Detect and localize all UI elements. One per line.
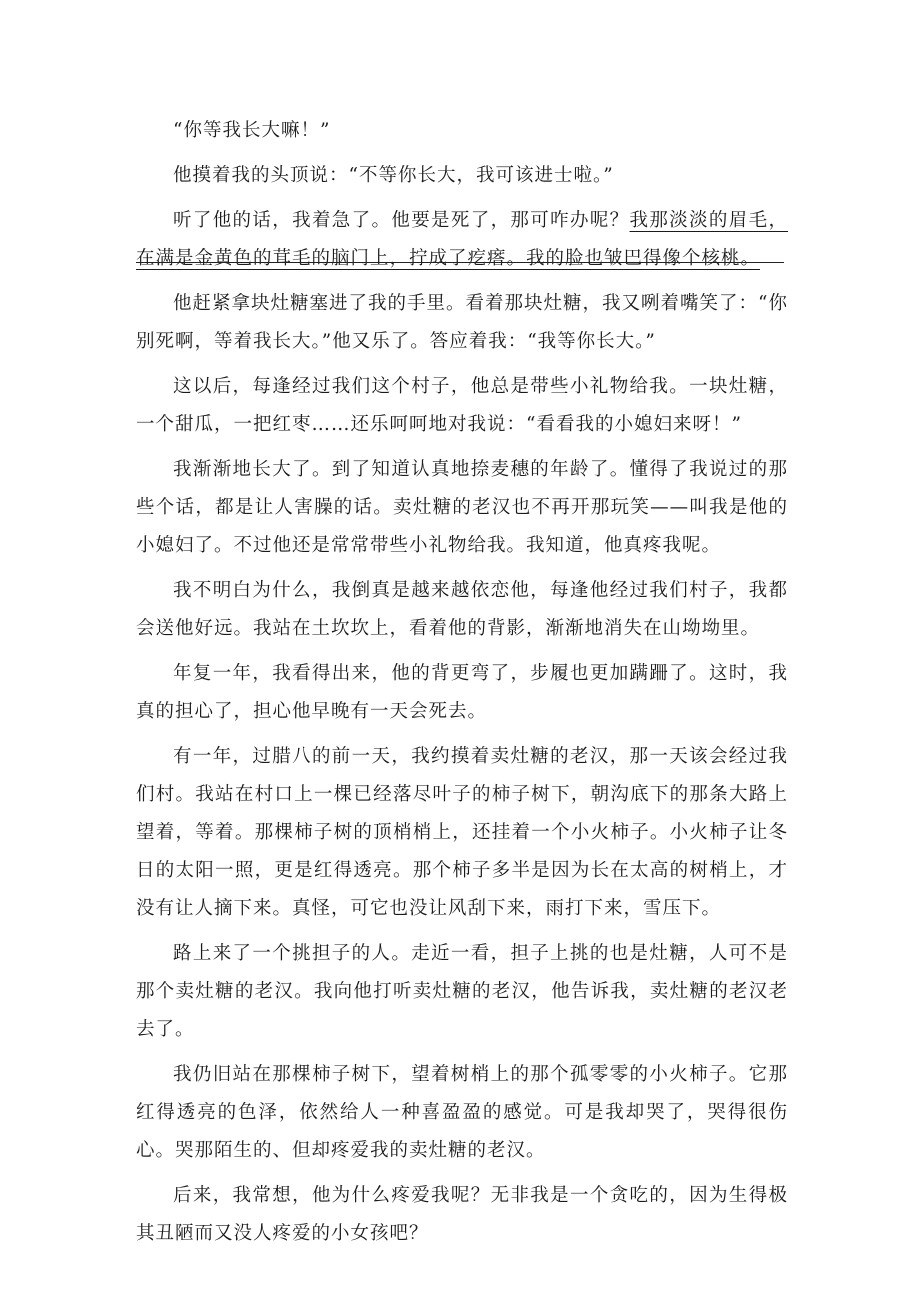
paragraph: 这以后，每逢经过我们这个村子，他总是带些小礼物给我。一块灶糖，一个甜瓜，一把红枣……还乐呵呵地对我说：“看看我的小媳妇来呀！” [136, 376, 788, 435]
paragraph-text: 听了他的话，我着急了。他要是死了，那可咋办呢？ [173, 210, 630, 231]
paragraph-with-underline [136, 202, 788, 278]
paragraph: 有一年，过腊八的前一天，我约摸着卖灶糖的老汉，那一天该会经过我们村。我站在村口上一棵已经落尽叶子的柿子树下，朝沟底下的那条大路上望着，等着。那棵柿子树的顶梢梢上，还挂着一个小火柿子。小火柿子让冬日的太阳一照，更是红得透亮。那个柿子多半是因为长在太高的树梢上，才没有让人摘下来。真怪，可它也没让风刮下来，雨打下来，雪压下。 [136, 746, 788, 919]
paragraph: 我渐渐地长大了。到了知道认真地捺麦穗的年龄了。懂得了我说过的那些个话，都是让人害臊的话。卖灶糖的老汉也不再开那玩笑——叫我是他的小媳妇了。不过他还是常常带些小礼物给我。我知道，他真疼我呢。 [136, 459, 788, 556]
article-body [136, 112, 788, 1260]
paragraph: 年复一年，我看得出来，他的背更弯了，步履也更加蹒跚了。这时，我真的担心了，担心他早晚有一天会死去。 [136, 663, 788, 722]
paragraph: 路上来了一个挑担子的人。走近一看，担子上挑的也是灶糖，人可不是那个卖灶糖的老汉。我向他打听卖灶糖的老汉，他告诉我，卖灶糖的老汉老去了。 [136, 943, 788, 1040]
paragraph: 我不明白为什么，我倒真是越来越依恋他，每逢他经过我们村子，我都会送他好远。我站在土坎坎上，看着他的背影，渐渐地消失在山坳坳里。 [136, 580, 788, 639]
paragraph: 后来，我常想，他为什么疼爱我呢？无非我是一个贪吃的，因为生得极其丑陋而又没人疼爱的小女孩吧？ [136, 1185, 788, 1244]
horizontal-rule [136, 262, 784, 263]
paragraph: 他摸着我的头顶说：“不等你长大，我可该进士啦。” [173, 165, 614, 186]
paragraph: “你等我长大嘛！” [173, 120, 331, 141]
paragraph: 我仍旧站在那棵柿子树下，望着树梢上的那个孤零零的小火柿子。它那红得透亮的色泽，依然给人一种喜盈盈的感觉。可是我却哭了，哭得很伤心。哭那陌生的、但却疼爱我的卖灶糖的老汉。 [136, 1064, 788, 1161]
paragraph: 他赶紧拿块灶糖塞进了我的手里。看着那块灶糖，我又咧着嘴笑了：“你别死啊，等着我长大。”他又乐了。答应着我：“我等你长大。” [136, 293, 788, 352]
underlined-passage: 我那淡淡的眉毛，在满是金黄色的茸毛的脑门上，拧成了疙瘩。我的脸也皱巴得像个核桃。 [136, 210, 788, 269]
